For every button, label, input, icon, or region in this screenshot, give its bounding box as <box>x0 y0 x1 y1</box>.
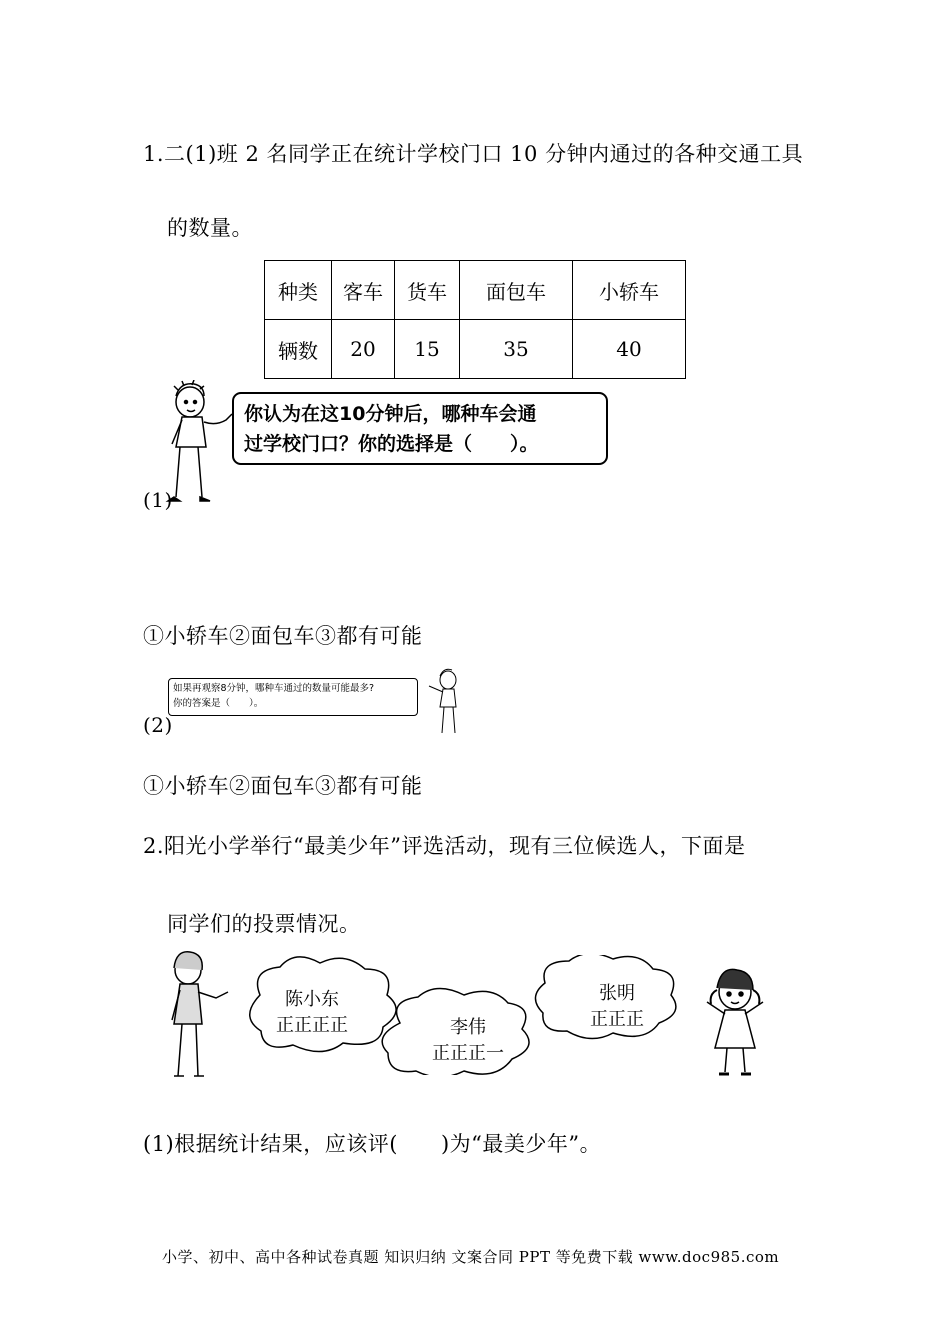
small-boy-illustration <box>418 668 466 736</box>
q1-stem-line1: 1.二(1)班 2 名同学正在统计学校门口 10 分钟内通过的各种交通工具 <box>143 142 804 166</box>
candidate-cloud <box>262 987 362 1039</box>
candidate-tally: 正正正正 <box>276 1015 348 1036</box>
candidate-name: 李伟 <box>450 1017 486 1038</box>
q2-stem-line1: 2.阳光小学举行“最美少年”评选活动，现有三位候选人，下面是 <box>143 834 746 858</box>
vehicle-count-table <box>264 260 686 379</box>
table-cell: 40 <box>573 320 686 379</box>
table-cell: 35 <box>460 320 573 379</box>
table-cell: 20 <box>332 320 395 379</box>
candidate-tally: 正正正一 <box>432 1043 504 1064</box>
table-cell: 客车 <box>332 261 395 320</box>
subquestion-label: (2) <box>143 713 173 737</box>
bubble-line: 如果再观察8分钟，哪种车通过的数量可能最多? <box>173 683 375 694</box>
speech-bubble-question2 <box>168 678 418 716</box>
table-cell: 辆数 <box>265 320 332 379</box>
table-header-row <box>265 261 686 320</box>
table-cell: 种类 <box>265 261 332 320</box>
candidate-name: 陈小东 <box>285 989 339 1010</box>
candidate-name: 张明 <box>599 983 635 1004</box>
candidate-cloud <box>418 1015 518 1067</box>
table-row <box>265 320 686 379</box>
table-cell: 15 <box>395 320 460 379</box>
subquestion-label: (1) <box>143 488 173 512</box>
bubble-line: 你认为在这10分钟后，哪种车会通 <box>244 403 537 425</box>
candidate-cloud <box>572 981 662 1033</box>
subquestion-options: ①小轿车②面包车③都有可能 <box>143 774 423 798</box>
q2-subquestion-1: (1)根据统计结果，应该评( )为“最美少年”。 <box>143 1132 602 1156</box>
subquestion-options: ①小轿车②面包车③都有可能 <box>143 624 423 648</box>
q1-stem-line2: 的数量。 <box>167 216 253 240</box>
girl-pointing-illustration <box>160 950 235 1085</box>
page-footer: 小学、初中、高中各种试卷真题 知识归纳 文案合同 PPT 等免费下载 www.doc985.com <box>162 1248 780 1266</box>
table-cell: 面包车 <box>460 261 573 320</box>
q2-stem-line2: 同学们的投票情况。 <box>167 912 361 936</box>
bubble-line: 你的答案是（ ）。 <box>173 698 264 709</box>
girl-waving-illustration <box>695 968 775 1083</box>
candidate-tally: 正正正 <box>590 1009 644 1030</box>
table-cell: 货车 <box>395 261 460 320</box>
bubble-line: 过学校门口？你的选择是（ ）。 <box>244 433 539 455</box>
boy-illustration <box>160 380 238 505</box>
table-cell: 小轿车 <box>573 261 686 320</box>
speech-bubble-question1 <box>232 392 608 465</box>
